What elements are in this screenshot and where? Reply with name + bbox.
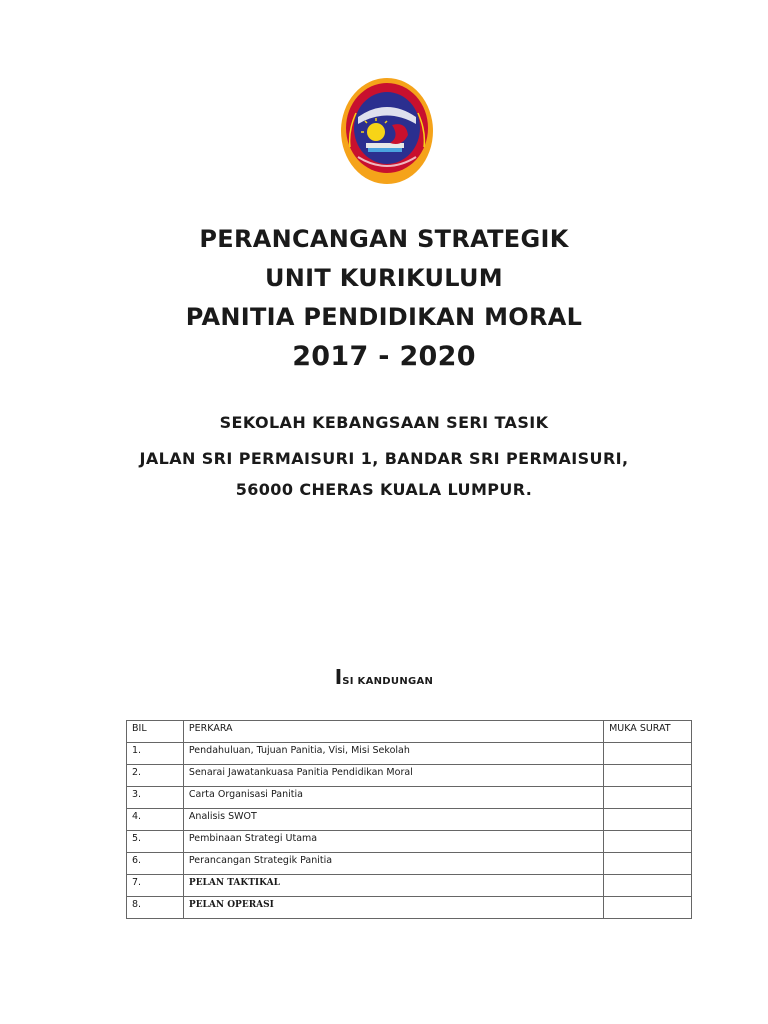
column-header-perkara: PERKARA [183,721,603,743]
toc-header-row [127,721,692,743]
row-item: Senarai Jawatankuasa Panitia Pendidikan Moral [183,765,603,787]
row-page [604,875,692,897]
row-item: Pembinaan Strategi Utama [183,831,603,853]
row-item: PELAN TAKTIKAL [183,875,603,897]
table-of-contents [126,720,692,919]
row-number: 5. [127,831,184,853]
address-line-2: 56000 CHERAS KUALA LUMPUR. [235,480,533,499]
table-row [127,853,692,875]
row-number: 4. [127,809,184,831]
row-item: Pendahuluan, Tujuan Panitia, Visi, Misi Sekolah [183,743,603,765]
table-row [127,831,692,853]
row-page [604,809,692,831]
row-page [604,743,692,765]
row-number: 3. [127,787,184,809]
school-crest-logo [340,77,434,185]
row-number: 7. [127,875,184,897]
table-row [127,765,692,787]
document-title-block [0,220,768,376]
title-line-1: PERANCANGAN STRATEGIK [199,225,569,253]
title-years: 2017 - 2020 [292,341,476,372]
table-row [127,787,692,809]
row-page [604,831,692,853]
row-page [604,897,692,919]
toc-heading-initial: I [334,665,343,689]
row-page [604,853,692,875]
toc-heading-rest: SI KANDUNGAN [342,676,434,687]
table-row [127,743,692,765]
address-line-1: JALAN SRI PERMAISURI 1, BANDAR SRI PERMAISURI, [139,449,629,468]
row-page [604,787,692,809]
row-page [604,765,692,787]
row-item: PELAN OPERASI [183,897,603,919]
row-item: Perancangan Strategik Panitia [183,853,603,875]
toc-heading [0,665,768,689]
school-name: SEKOLAH KEBANGSAAN SERI TASIK [219,413,549,432]
title-line-3: PANITIA PENDIDIKAN MORAL [185,303,583,331]
school-info [0,412,768,505]
row-number: 8. [127,897,184,919]
row-number: 2. [127,765,184,787]
row-number: 6. [127,853,184,875]
row-number: 1. [127,743,184,765]
row-item: Analisis SWOT [183,809,603,831]
column-header-muka-surat: MUKA SURAT [604,721,692,743]
row-item: Carta Organisasi Panitia [183,787,603,809]
table-row [127,875,692,897]
title-line-2: UNIT KURIKULUM [265,264,503,292]
column-header-bil: BIL [127,721,184,743]
table-row [127,809,692,831]
table-row [127,897,692,919]
